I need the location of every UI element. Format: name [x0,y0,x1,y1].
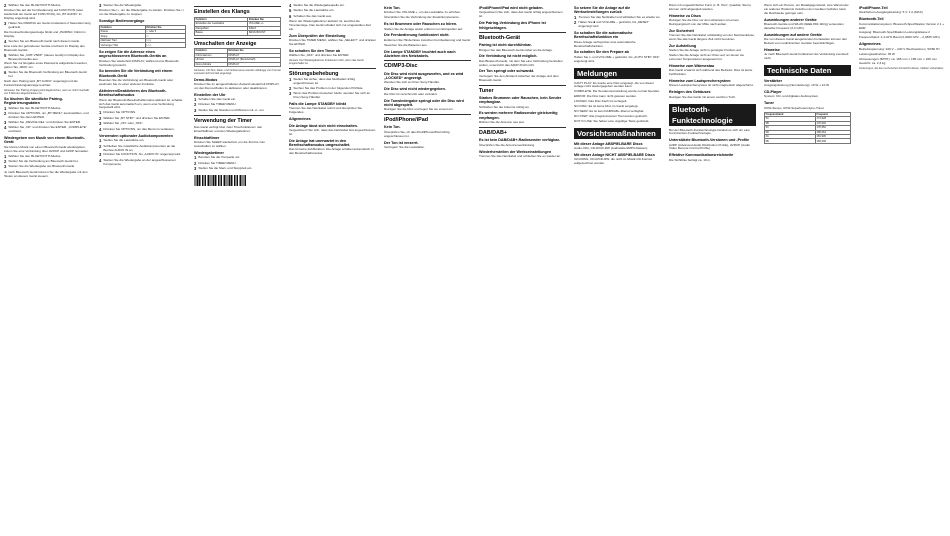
subsection-heading: Kein Ton. [384,125,401,130]
body-paragraph: Bluetooth-Geräte und WLAN (IEEE 802.11b/g) verwenden dieselbe Frequenz (2,4 GHz). [764,21,844,30]
step-text: Wählen Sie „CMT-V50IP“ (dieses Gerät) im Display des Bluetooth-Geräts aus. [8,52,85,61]
procedure-step [194,167,281,171]
table-header-cell: Drücken Sie [145,25,185,29]
body-paragraph: Überprüfen Sie die Verbindung der Zusatzkomponente. [384,15,460,20]
body-paragraph: Reinigen Sie die Disc vor dem Abspielen mit einem Reinigungstuch von der Mitte nach außen. [669,18,739,26]
subsection-heading: Wiederherstellen der Werkseinstellungen [479,149,552,154]
step-number: 4 [4,38,7,44]
subsection-heading: Kein Ton. [384,6,401,10]
subsection-heading: So beenden Sie die Verbindung mit einem Bluetooth-Gerät [99,69,173,78]
subsection-heading: Die Disc wird nicht wiedergegeben. [384,87,446,92]
body-paragraph: Drücken Sie im ausgeschalteten Zustand wiederholt DISPLAY, um den Demo-Modus zu aktivieren oder deaktivieren. [194,81,280,90]
chapter-banner: Bluetooth-Funktechnologie [669,104,756,126]
step-number: 1 [194,97,197,103]
text-column-7 [574,4,661,534]
body-paragraph: Das Bluetooth-Gerät, mit dem Sie eine Verbindung herstellen wollen, unterstützt das A2DP-Profil nicht. [479,58,563,67]
table-cell: Demo-Modus [195,62,228,66]
note-text: Änderungen, die dem technischen Fortschritt dienen, bleiben vorbehalten. [859,67,944,71]
step-number: 3 [289,91,292,97]
step-number: 3 [99,4,102,8]
body-paragraph: Dieses Lautsprechersystem ist nicht magnetisch abgeschirmt. [669,83,754,88]
table-cell: 5C [765,126,816,130]
table-cell: DISPLAY [227,53,280,57]
table-header-cell: Funktion [195,49,228,53]
table-cell: ▷▷| [145,38,185,42]
body-paragraph: Drücken Sie TIMER MENU, wählen Sie „SELECT“ und drücken Sie ENTER. [289,38,376,46]
text-column-9 [764,4,851,534]
section-heading: Einstellen des Klangs [194,9,250,15]
step-number: 3 [4,164,7,170]
subsection-heading: iPod/iPhone/iPad wird nicht geladen. [479,6,544,10]
subsection-heading: Verstärker [764,78,783,83]
subsection-heading: Bluetooth-Teil [859,17,884,22]
step-number: 3 [194,165,197,171]
table-cell: DISPLAY [227,62,280,66]
procedure-step [4,54,91,62]
step-text: Drücken Sie OPTIONS. [103,110,136,115]
subsection-heading: So schalten Sie den Timer ab [289,48,341,53]
step-text: Drücken Sie FUNCTION, bis „AUDIO IN“ angezeigt wird. [103,152,182,157]
subsection-heading: Hinweise zu Discs [669,13,701,18]
procedure-step [99,159,186,167]
step-text: Stellen Sie die Lautstärke ein. [103,138,145,143]
section-heading: CD/MP3-Disc [384,63,418,70]
body-paragraph: Drücken Sie wiederholt DISPLAY, während eine Bluetooth-Verbindung besteht. [99,58,180,67]
subsection-heading: Aktivieren/Deaktivieren des Bluetooth-Bereitschaftsmodus [99,88,167,98]
step-text: Schalten Sie das Gerät ein. [198,97,237,102]
procedure-step [4,22,91,30]
subsection-heading: Zur Aufstellung [669,43,697,48]
table-header-cell: Frequenz [815,112,850,116]
subsection-heading: Unterstützte Bluetooth-Versionen und -Profile [669,138,750,143]
note-text: Hinweise: CD-Text, Datei- und Ordnernamen werden abhängig vom Format eventuell nicht korrekt angezeigt. [194,69,281,76]
chapter-banner: Vorsichtsmaßnahmen [574,128,661,139]
procedure-step [4,126,91,134]
procedure-step [99,128,186,132]
step-number: 2 [4,159,7,165]
subsection-heading: Der Ton springt oder schwankt. [479,69,535,74]
subsection-heading: Hinweise zum Wärmestau [669,63,715,68]
table-cell: 5B [765,121,816,125]
subsection-heading: Zum Überprüfen der Einstellung [289,33,346,38]
section-heading: Verwendung der Timer [194,118,253,125]
step-number: 6 [4,70,7,76]
subsection-heading: Mit dieser Anlage NICHT ABSPIELBARE Discs [574,153,655,157]
subsection-heading: Sonstige Bedienvorgänge [99,19,145,24]
procedure-step [194,156,281,160]
step-text: Suchen Sie das Problem in der folgenden Prüfliste. [293,85,364,90]
table-row [100,43,186,47]
procedure-step [289,92,376,100]
body-paragraph: UKW-Stereo, UKW-Superheterodyne-Tuner [764,105,824,110]
step-number: 1 [4,153,7,159]
body-paragraph: Leistungsaufnahme: 35 W [859,51,895,56]
body-paragraph: Trennen Sie das Netzkabel und schließen Sie es wieder an. [479,153,561,158]
body-paragraph: Eine Liste der gefundenen Geräte erscheint im Display des Bluetooth-Geräts. [4,43,85,52]
table-cell: Pause [100,29,146,33]
step-number: 3 [99,152,102,158]
step-number: 1 [194,155,197,161]
step-text: Wenn das Problem bestehen bleibt, wenden Sie sich an Ihren Sony-Händler. [293,91,371,100]
step-number: 5 [289,8,292,14]
body-paragraph: CD-ROMs, CD-R/CD-RW, die nicht im Musik-CD-Format aufgezeichnet wurden. [574,157,652,166]
table-cell: |◁◁ [145,43,185,47]
step-text: Wählen Sie den BLUETOOTH-Modus. [8,4,62,7]
table-cell: 181,936 [815,135,850,139]
subsection-heading: Tuner [764,101,774,106]
step-number: 3 [194,107,197,113]
body-paragraph: Überprüfen Sie die Antennenverbindung. [479,142,535,147]
info-table [194,17,281,36]
table-cell: 183,648 [815,139,850,143]
body-paragraph: Drücken Sie ▷, um die Wiedergabe zu starten. Drücken Sie □, um die Wiedergabe zu stoppen. [99,8,185,17]
text-column-3 [194,4,281,534]
subsection-heading: So schalten Sie den Prepare ab [574,50,629,55]
table-cell: 5D [765,130,816,134]
body-paragraph: Je nach Bluetooth-Gerät funktioniert die Verbindung eventuell nicht. [764,52,849,60]
step-text: Wählen Sie „DEVICE DEL“ und drücken Sie ENTER. [8,119,81,124]
body-paragraph: Abmessungen (B/H/T): ca. 185 mm × 185 mm × 166 mm [859,56,937,61]
table-cell: Uhrzeit [195,58,228,62]
table-cell: 6B [765,139,816,143]
body-paragraph: NO DISC: Es ist keine Disc im Gerät eingelegt. [574,104,639,109]
table-cell: Bässe [195,31,248,35]
subsection-heading: Die Tonwiedergabe springt oder die Disc wird nicht abgespielt. [384,98,464,107]
subsection-heading: Demo-Modus [194,77,218,82]
section-heading: Tuner [479,87,494,94]
table-cell: BASS BOOST [248,31,281,35]
body-paragraph: Vergewissern Sie sich, dass das Gerät richtig angeschlossen ist. [479,10,563,19]
body-paragraph: Trennen Sie das Netzkabel sofort und überprüfen Sie Folgendes. [289,106,362,115]
step-text: Stellen Sie die Start- und Stoppzeit ein. [198,165,253,170]
step-text: Stellen Sie die Bluetooth-Verbindung am Bluetooth-Gerät her. [8,70,87,78]
text-column-2 [99,4,186,534]
body-paragraph: Wählen Sie „OFF“ und drücken Sie ENTER. [289,53,350,58]
table-cell: ▷ oder ‖ [145,29,185,33]
body-paragraph: Beenden Sie die Verbindung am Bluetooth-Gerät oder wechseln Sie zu einer anderen Funktion. [99,78,174,86]
step-number: 6 [289,13,292,19]
step-text: Starten Sie die Wiedergabe. [103,4,143,7]
subsection-heading: Allgemeines [289,117,311,122]
table-cell: DSGX [248,26,281,30]
table-header-cell: Frequenzband [765,112,816,116]
text-column-10 [859,4,946,534]
table-cell: Klangeffekt [195,26,248,30]
table-cell: 5A [765,117,816,121]
subsection-heading: Die Lampe STANDBY leuchtet auch nach Abziehen des Netzkabels. [384,49,456,59]
procedure-step [574,21,661,29]
table-cell: 176,640 [815,121,850,125]
table-header-cell: Funktion [195,17,248,21]
body-paragraph: Sie können Musik von einem Bluetooth-Gerät wiedergeben, indem Sie eine Verbindung über AVRCP und A2DP herstellen. [4,144,89,153]
table-cell: 180,064 [815,130,850,134]
step-number: 1 [99,138,102,144]
body-paragraph: Reinigen Sie das Gerät mit einem weichen Tuch. [669,94,736,99]
step-text: Halten Sie ■ und VOLUME – gedrückt, bis „RESET“ angezeigt wird. [578,20,650,29]
step-text: Drücken Sie OPTIONS, um „BT MENU“ auszuwählen, und drücken Sie dann ENTER. [8,111,89,120]
text-column-8 [669,4,756,534]
body-paragraph: System: CD- und digitales Audiosystem [764,94,819,99]
subsection-heading: Einschlaftimer [194,135,220,140]
step-number: 2 [574,20,577,26]
section-heading: iPod/iPhone/iPad [384,117,429,124]
subsection-heading: Effektive Kommunikationsreichweite [669,153,734,158]
body-paragraph: Bei der Bluetooth-Funktechnologie handelt es sich um eine Kurzstrecken-Funktechnologie. [669,127,750,136]
body-paragraph: Frequenzband: 2,4-GHz-Band (2,4000 GHz – 2,4835 GHz) [859,35,940,40]
step-text: Wählen Sie den BLUETOOTH-Modus. [8,153,62,158]
step-number: 2 [194,160,197,166]
subsection-heading: Reinigen des Gehäuses [669,90,711,95]
subsection-heading: Der Ton ist verzerrt. [384,140,419,145]
body-paragraph: Betriebsspannung: 220 V – 240 V Wechselstrom, 50/60 Hz [859,46,940,51]
subsection-heading: Es werden mehrere Radiosender gleichzeitig empfangen. [479,111,558,120]
subsection-heading: Zur Sicherheit [669,28,694,33]
procedure-step [99,145,186,153]
body-paragraph: Die Sichtlinie beträgt ca. 10 m. [669,157,711,162]
body-paragraph: Stellen Sie die Anlage nicht in geneigter Position auf. [669,48,742,53]
body-paragraph: Diese Anlage verfügt über eine automatische Bereitschaftsfunktion. [574,39,636,48]
subsection-heading: Die Verbindung ist nicht möglich. [479,54,538,59]
table-cell: Informationen [195,53,228,57]
step-number: 4 [289,4,292,8]
body-paragraph: Wenn sich ein Person, ein Metallgegenstand, eine Wand oder ein anderes Hindernis zwischen den Geräten befindet, kann die Reichweite geringer sein. [764,4,849,15]
body-paragraph: Verringern Sie den Abstand zwischen der Anlage und dem Bluetooth-Gerät. [479,73,559,82]
subsection-heading: So löschen Sie sämtliche Pairing-Registrierungsdaten [4,97,64,106]
table-header-cell: Drücken Sie [248,17,281,21]
step-text: Drücken Sie TIMER MENU. [198,102,237,107]
table-cell: DISPLAY (Bereitschaft) [227,58,280,62]
section-heading: DAB/DAB+ [479,130,508,137]
body-paragraph: COMPLETE: Die Sendervoreinstellung wurde normal beendet. [574,89,660,94]
body-paragraph: Schließen Sie die Antenne richtig an. [479,104,530,109]
body-paragraph: Audio-CDs, CD-R/CD-RW (Audiodaten/MP3-Dateien) [574,146,648,151]
body-paragraph: Ausgang: Bluetooth-Spezifikation Leistungsklasse 2 [859,30,931,35]
step-number: 2 [4,111,7,117]
body-paragraph: LOCKED: Das Disc-Fach ist verriegelt. [574,99,628,104]
step-text: Trennen Sie das Netzkabel und schließen Sie es wieder an. [578,14,661,19]
info-table [764,112,851,144]
subsection-heading: Es ist kein DAB/DAB+-Radiosender verfügbar. [479,138,560,143]
step-number: 2 [4,4,7,8]
subsection-heading: So zeigen Sie die Adresse eines angeschlossenen Bluetooth-Geräts an [99,49,167,59]
table-cell: □ [145,34,185,38]
step-number: 1 [574,14,577,20]
info-table [99,25,186,48]
step-text: Stellen Sie die Lautstärke ein. [293,8,335,13]
procedure-step [99,122,186,126]
subsection-heading: Verwenden optionaler Audiokomponenten [99,133,173,138]
table-row [195,62,281,66]
body-paragraph: Wenn der Wiedergabetimer aktiviert ist, leuchtet die Timeranzeige. Das Gerät schaltet sich zur eingestellten Zeit ein. [289,19,371,31]
body-paragraph: Drücken Sie auf der Fernbedienung auf FUNCTION (oder wiederholt am Gerät auf FUNCTION), bis „BT AUDIO“ im Display angezeigt wird. [4,8,84,21]
step-number: 1 [99,110,102,116]
body-paragraph: Die Disc ist verschmutzt oder verkratzt. [384,91,438,96]
subsection-heading: Die Anlage lässt sich nicht einschalten. [289,123,358,128]
body-paragraph: Vergewissern Sie sich, dass das Netzkabel fest angeschlossen ist. [289,127,376,136]
body-paragraph: Das Gerät verfügt über zwei Timerfunktionen: den Einschlaftimer und den Wiedergabetimer. [194,124,263,133]
step-text: Stellen Sie sicher, dass das Netzkabel richtig angeschlossen ist. [293,77,355,86]
body-paragraph: Stellen Sie die Anlage weiter entfernt von Störquellen auf. [384,26,463,31]
table-cell: 6A [765,135,816,139]
subsection-heading: CD-Player [764,90,782,95]
step-number: 4 [4,125,7,131]
body-paragraph: Richten Sie die Antenne neu aus. [479,120,525,125]
step-number: 1 [4,105,7,111]
table-cell: Vorheriger Titel [100,43,146,47]
subsection-heading: Hinweise [764,47,780,52]
body-paragraph: Die von diesem Gerät ausgehenden Funkwellen können den Betrieb von medizinischen Geräten beeinträchtigen. [764,37,848,45]
body-paragraph: Entfernen Sie Hindernisse zwischen Fernbedienung und Gerät. [384,37,471,42]
body-paragraph: A2DP (Advanced Audio Distribution Profile), AVRCP (Audio Video Remote Control Profile) [669,142,750,151]
subsection-heading: Auswirkungen anderer Geräte [764,17,817,22]
subsection-heading: Auswirkungen auf andere Geräte [764,32,822,37]
procedure-step [194,109,281,113]
procedure-step [4,112,91,120]
subsection-heading: Es ist Brummen oder Rauschen zu hören. [384,22,458,27]
text-column-5 [384,4,471,534]
step-text: Schließen Sie zusätzliche Audiokomponenten an die Buchse AUDIO IN an. [103,143,176,152]
table-cell: 178,352 [815,126,850,130]
step-number: 2 [99,115,102,121]
body-paragraph: Stellen Sie die Anlage nicht an Orten auf, an denen sie extremen Temperaturen ausgesetzt ist. [669,53,744,62]
subsection-heading: Die Fernbedienung funktioniert nicht. [384,33,450,38]
step-text: Wählen Sie „BT STBY“ und drücken Sie ENTER. [103,115,171,120]
step-text: Halten Sie PAIRING am Gerät mindestens 2 Sekunden lang gedrückt. [8,21,91,29]
step-text: Suchen Sie am Bluetooth-Gerät nach diesem Gerät. [8,38,80,43]
body-paragraph: Überprüfen Sie, ob das iPod/iPhone/iPad richtig angeschlossen ist. [384,129,450,138]
subsection-heading: Die Disc wird nicht ausgeworfen, und es wird „LOCKED“ angezeigt. [384,71,464,81]
step-text: Starten Sie die Wiedergabe am Bluetooth-Gerät. [8,164,75,169]
section-heading: Bluetooth-Gerät [479,34,521,41]
subsection-heading: Allgemeines [859,42,881,47]
body-paragraph: Nach dem Pairing wird „BT AUDIO“ angezeigt und die Funkverbindungsanzeige leuchtet. [4,78,78,87]
subsection-heading: Starkes Brummen oder Rauschen, kein Sender empfangbar. [479,95,562,105]
subsection-heading: Hinweise zum Lautsprechersystem [669,79,731,83]
body-paragraph: Bringen Sie das Bluetooth-Gerät näher an die Anlage. [479,47,553,52]
step-text: Stellen Sie die Verbindung am Bluetooth-Gerät her. [8,159,79,164]
section-heading: Umschalten der Anzeige [194,40,257,47]
body-paragraph: Wenn der Bluetooth-Bereitschaftsmodus aktiviert ist, schaltet sich das Gerät automatisch ein, wenn eine Verbindung hergestellt wird. [99,97,183,110]
step-text: Drücken Sie OPTIONS, um das Menü zu verlassen. [103,126,175,131]
step-text: Drücken Sie TIMER MENU. [198,160,237,165]
body-paragraph: Halten Sie ▷ und VOLUME + gedrückt, bis „AUTO STBY OFF“ angezeigt wird. [574,54,660,63]
step-number: 3 [4,119,7,125]
step-number: 4 [99,126,102,132]
table-cell: Einstellen der Lautstärke [195,22,248,26]
body-paragraph: Kommunikationssystem: Bluetooth-Spezifikation Version 2.1 + EDR [859,21,945,30]
body-paragraph: NO SERV: Es ist kein DAB/DAB+-Dienst verfügbar. [574,109,645,114]
subsection-heading: Die Anlage hat unerwartet in den Bereitschaftsmodus umgeschaltet. [289,138,351,148]
body-paragraph: Verringern Sie die Lautstärke. [384,144,425,149]
step-number: 3 [99,121,102,127]
subsection-heading: So schalten Sie die automatische Bereitschaftsfunktion ein [574,30,633,40]
table-row [195,31,281,35]
subsection-heading: Falls die Lampe STANDBY blinkt [289,102,347,107]
table-cell: VOLUME +/– [248,22,281,26]
body-paragraph: Reinigen Sie die Disc und legen Sie sie erneut ein. [384,107,454,112]
step-number: 1 [289,77,292,83]
subsection-heading: Pairing ist nicht durchführbar. [479,43,532,48]
step-number: 2 [289,85,292,91]
table-row [765,139,851,143]
body-paragraph: CAN'T PLAY: Es wurde eine Disc eingelegt, die von dieser Anlage nicht wiedergegeben werden kann. [574,80,654,89]
body-paragraph: Gleichstrom-Ausgangsleistung: 5 V, 1 A (MAX) [859,10,923,15]
subsection-heading: Die Pairing-Verbindung des iPhone ist fehlgeschlagen. [479,21,546,30]
body-paragraph: Je nach Bluetooth-Gerät können Sie die Wiedergabe mit den Tasten an diesem Gerät steuern. [4,169,88,178]
table-header-cell: Funktion [100,25,146,29]
note-text: Hinweise: Der Pairing-Vorgang wird abgebrochen, wenn er nicht innerhalb von 5 Minuten abgeschlossen ist. [4,88,90,95]
body-paragraph: Ausgangsleistung (Nennleistung): 10 W + 10 W [764,83,830,88]
step-text: Schalten Sie das Gerät aus. [293,13,332,18]
section-heading: Störungsbehebung [289,70,339,77]
body-paragraph: Drücken Sie SLEEP wiederholt, um die Zeit bis zum Ausschalten zu wählen. [194,140,266,148]
subsection-heading: Einstellen der Uhr [194,92,226,97]
table-cell: Nächster Titel [100,38,146,42]
body-paragraph: NO STEP: Alle programmierten Titel wurden gelöscht. [574,113,648,118]
body-paragraph: Gewicht: ca. 2,3 kg [859,61,886,66]
body-paragraph: Discs mit ungewöhnlicher Form (z. B. Herz, Quadrat, Stern) können nicht abgespielt werden. [669,4,751,11]
procedure-step [289,78,376,86]
text-column-4 [289,4,376,534]
step-number: 4 [99,157,102,163]
table-cell: Stopp [100,34,146,38]
subsection-heading: Wiedergabetimer [194,150,224,155]
subsection-heading: So setzen Sie die Anlage auf die Werkseinstellungen zurück [574,6,631,15]
step-number: 2 [194,102,197,108]
text-column-6 [479,4,566,534]
step-text: Bereiten Sie die Tonquelle vor. [198,155,241,160]
step-text: Starten Sie die Wiedergabe an der angeschlossenen Komponente. [103,157,176,166]
chapter-banner: Technische Daten [764,65,851,76]
body-paragraph: Tauschen Sie die Batterien aus. [384,42,428,47]
barcode-graphic [194,175,246,186]
body-paragraph: Wenn Sie zur Eingabe eines Passworts aufgefordert werden, geben Sie „0000“ ein. [4,61,88,70]
table-cell: 174,928 [815,117,850,121]
subsection-heading: Wiedergeben von Musik von einem Bluetooth-Gerät [4,136,85,145]
subsection-heading: Mit dieser Anlage ABSPIELBARE Discs [574,141,643,146]
body-paragraph: Trennen Sie das Netzkabel vollständig von der Netzsteckdose, wenn Sie das Gerät längere Zeit nicht benutzen. [669,33,755,42]
step-number: 3 [4,21,7,27]
step-text: Stellen Sie die Wiedergabequelle ein. [293,4,345,7]
step-number: 2 [99,143,102,149]
body-paragraph: Das Gerät erwärmt sich während des Betriebs. Dies ist keine Fehlfunktion. [669,68,753,77]
table-header-cell: Drücken Sie [227,49,280,53]
body-paragraph: Das ist keine Fehlfunktion. Die Anlage schaltet automatisch in den Bereitschaftsmodus. [289,147,374,156]
step-number: 5 [4,52,7,58]
procedure-step [4,71,91,79]
body-paragraph: Drücken Sie VOLUME +, um die Lautstärke zu erhöhen. [384,10,461,15]
subsection-heading: iPod/iPhone-Teil [859,6,888,10]
step-text: Stellen Sie die Stunden und Minuten mit +/– ein. [198,107,265,112]
body-paragraph: NOT IN USE: Sie haben eine ungültige Taste gedrückt. [574,118,650,123]
step-text: Wählen Sie „OK“ und drücken Sie ENTER. „COMPLETE“ erscheint. [8,125,87,134]
step-text: Wählen Sie den BLUETOOTH-Modus. [8,105,62,110]
body-paragraph: ERROR: Die Disc kann nicht gelesen werden. [574,94,637,99]
info-table [194,48,281,67]
text-column-1 [4,4,91,534]
chapter-banner: Meldungen [574,68,661,79]
body-paragraph: Wenden Sie sich an Ihren Sony-Händler. [384,80,440,85]
step-text: Wählen Sie „ON“ oder „OFF“. [103,121,144,126]
body-paragraph: Die Funkverbindungsanzeige blinkt und „PAIRING“ blinkt im Display. [4,29,86,38]
note-text: Hinweis: Der Wiedergabetimer funktioniert nicht, wenn das Gerät eingeschaltet ist. [289,59,364,66]
